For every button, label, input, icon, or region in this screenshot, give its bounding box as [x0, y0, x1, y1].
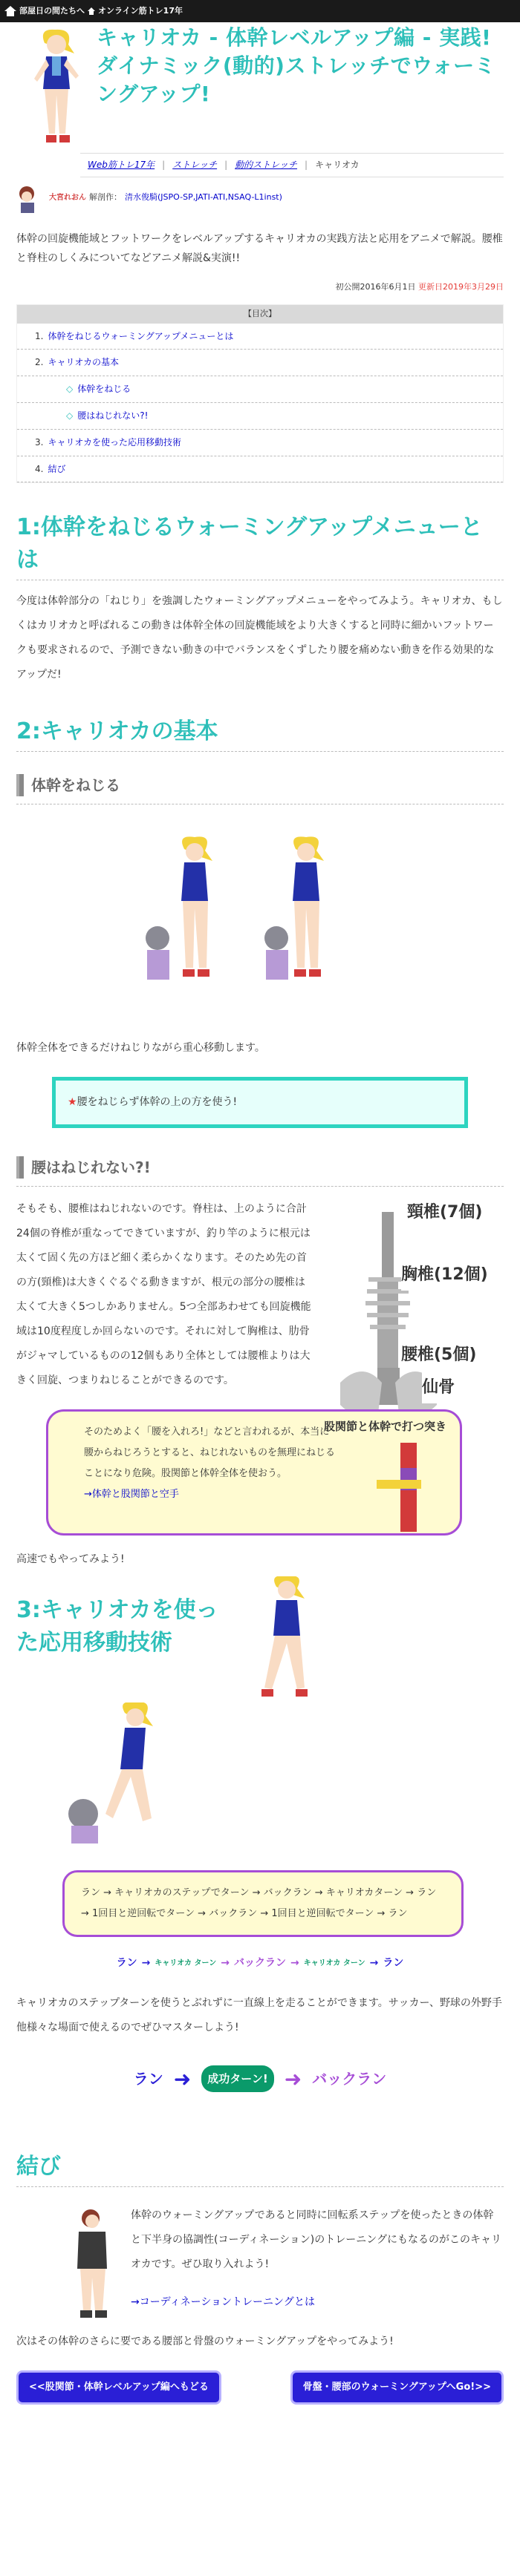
toc-sub-item[interactable]: ◇ 体幹をねじる — [17, 376, 503, 403]
bullet-icon: ◇ — [66, 410, 74, 421]
spine-explanation — [16, 1197, 504, 1397]
home-small-icon — [88, 7, 95, 15]
note-text: そのためよく「腰を入れろ!」などと言われるが、本当に腰からねじろうとすると、ねじれないものを無理にねじることになり危険。股関節と体幹全体を使おう。 →体幹と股関節と空手 — [84, 1426, 336, 1500]
spine-label-thoracic: 胸椎(12個) — [401, 1259, 488, 1291]
author-name[interactable]: 清水俊騎(JSPO-SP,JATI-ATI,NSAQ-L1inst) — [125, 192, 282, 203]
home-icon[interactable] — [4, 6, 16, 16]
lead-paragraph: 体幹の回旋機能域とフットワークをレベルアップするキャリオカの実践方法と応用をアニメで解説。腰椎と脊柱のしくみについてなどアニメ解説&実演!! — [16, 232, 503, 264]
note-title: 股関節と体幹で打つ突き — [323, 1419, 446, 1433]
hero — [16, 22, 504, 153]
flow-step: 成功ターン! — [201, 2065, 274, 2093]
carioca-figure-illustration — [261, 1576, 328, 1702]
heading-bar-icon — [16, 1156, 24, 1179]
flow-step: バックラン — [312, 2070, 387, 2088]
spine-label-lumbar: 腰椎(5個) — [401, 1340, 476, 1371]
section-1-body: 今度は体幹部分の「ねじり」を強調したウォーミングアップメニューをやってみよう。キャリオカ、もしくはカリオカと呼ばれるこの動きは体幹全体の回旋機能域をより大きくすると同時に細かいフットワークも要求されるので、予測できない動きの中でバランスをくずしたり腰を痛めない動きを作る効果的なアップだ! — [16, 595, 503, 681]
carioca-animation-illustration — [16, 812, 504, 1027]
nav-buttons — [16, 2370, 504, 2405]
section-heading-2: 2:キャリオカの基本 — [16, 715, 504, 752]
next-page-button[interactable]: 骨盤・腰部のウォーミングアップへGo!>> — [290, 2370, 504, 2405]
toc-item[interactable]: 4. 結び — [17, 456, 503, 483]
flow-step: キャリオカ ターン — [303, 1959, 365, 1967]
flow-step: ラン — [116, 1956, 137, 1969]
toc-sub-item[interactable]: ◇ 腰はねじれない?! — [17, 403, 503, 430]
big-flow — [16, 2059, 504, 2099]
author-line — [16, 183, 504, 213]
section-heading-4: 結び — [16, 2151, 504, 2187]
table-of-contents — [16, 304, 504, 484]
arrow-icon: → — [369, 1956, 379, 1969]
arrow-icon: ➜ — [173, 2066, 192, 2091]
breadcrumb-separator: | — [305, 160, 308, 170]
toc-item[interactable]: 2. キャリオカの基本 — [17, 350, 503, 376]
trainer-girl-illustration — [30, 27, 85, 148]
page-content — [0, 22, 520, 2434]
punch-pillar-illustration — [356, 1438, 445, 1536]
steps-box: ラン → キャリオカのステップでターン → バックラン → キャリオカターン → ラン → 1回目と逆回転でターン → バックラン → 1回目と逆回転でターン → ラン — [62, 1870, 464, 1937]
breadcrumb — [80, 153, 504, 177]
spine-illustration — [333, 1197, 504, 1427]
conclusion-body: 体幹のウォーミングアップであると同時に回転系ステップを使ったときの体幹と下半身の協調性(コーディネーション)のトレーニングにもなるのがこのキャリオカです。ぜひ取り入れよう! — [131, 2209, 501, 2270]
star-icon: ★ — [68, 1096, 77, 1109]
home-link[interactable]: 部屋日の間たちへ — [19, 5, 85, 16]
author-prefix: 解剖作： — [89, 192, 122, 203]
breadcrumb-item-stretch[interactable]: ストレッチ — [172, 160, 218, 170]
spine-label-cervical: 頸椎(7個) — [407, 1197, 482, 1228]
spine-diagram — [333, 1197, 504, 1427]
prev-page-button[interactable]: <<股関節・体幹レベルアップ編へもどる — [16, 2370, 221, 2405]
twist-caption: 体幹全体をできるだけねじりながら重心移動します。 — [16, 1042, 265, 1055]
toc-item[interactable]: 3. キャリオカを使った応用移動技術 — [17, 430, 503, 456]
small-flow — [16, 1953, 504, 1973]
carioca-turn-illustration — [53, 1702, 202, 1851]
heading-bar-icon — [16, 774, 24, 796]
conclusion-link[interactable]: →コーディネーショントレーニングとは — [131, 2295, 316, 2308]
conclusion-block — [16, 2203, 504, 2315]
next-caption: 次はその体幹のさらに要である腰部と骨盤のウォーミングアップをやってみよう! — [16, 2335, 394, 2347]
flow-step: キャリオカ ターン — [155, 1959, 217, 1967]
bullet-icon: ◇ — [66, 384, 74, 395]
breadcrumb-item-home[interactable]: Web筋トレ17年 — [88, 160, 155, 170]
published-date: 初公開2016年6月1日 — [335, 281, 416, 292]
note-box — [46, 1409, 462, 1536]
section-3-body: キャリオカのステップターンを使うとぶれずに一直線上を走ることができます。サッカー、野球の外野手他様々な場面で使えるのでぜひマスターしよう! — [16, 1996, 502, 2033]
section-heading-1: 1:体幹をねじるウォーミングアップメニューとは — [16, 511, 504, 580]
speed-caption: 高速でもやってみよう! — [16, 1553, 125, 1565]
toc-heading: 【目次】 — [17, 305, 503, 324]
updated-date: 更新日2019年3月29日 — [418, 281, 504, 292]
author-avatar — [16, 183, 46, 213]
flow-step: ラン — [133, 2070, 163, 2088]
subheading-lumbar: 腰はねじれない?! — [16, 1153, 504, 1187]
section-3-header — [16, 1576, 504, 1702]
section-heading-3: 3:キャリオカを使った応用移動技術 — [16, 1596, 218, 1656]
author-name-badge: 大宮れおん — [49, 194, 86, 203]
publish-dates — [16, 280, 504, 295]
arrow-icon: → — [221, 1956, 230, 1969]
top-bar — [0, 0, 520, 22]
note-link[interactable]: →体幹と股関節と空手 — [84, 1488, 179, 1500]
flow-step: バックラン — [234, 1956, 286, 1969]
breadcrumb-separator: | — [162, 160, 166, 170]
arrow-icon: → — [290, 1956, 299, 1969]
site-link[interactable]: オンライン筋トレ17年 — [98, 5, 183, 16]
trainer-man-illustration — [68, 2206, 117, 2318]
arrow-icon: → — [141, 1956, 151, 1969]
subheading-twist: 体幹をねじる — [16, 771, 504, 804]
flow-step: ラン — [383, 1956, 404, 1969]
breadcrumb-separator: | — [224, 160, 228, 170]
breadcrumb-item-current: キャリオカ — [315, 160, 360, 170]
spine-label-sacrum: 仙骨 — [422, 1372, 455, 1403]
page-title: キャリオカ - 体幹レベルアップ編 - 実践!ダイナミック(動的)ストレッチでウォーミングアップ! — [97, 25, 496, 106]
arrow-icon: ➜ — [284, 2066, 302, 2091]
toc-item[interactable]: 1. 体幹をねじるウォーミングアップメニューとは — [17, 324, 503, 350]
alert-box: ★腰をねじらず体幹の上の方を使う! — [52, 1077, 468, 1128]
conclusion-text — [131, 2203, 504, 2315]
page-bottom-spacer — [16, 2405, 504, 2434]
spine-body: そもそも、腰椎はねじれないのです。脊柱は、上のように合計24個の脊椎が重なってできていますが、釣り竿のように根元は太くて固く先の方ほど細く柔らかくなります。そのため先の首の方(頸椎)は大きくぐるぐる動きますが、根元の部分の腰椎は太くて大きく5つしかありません。5つ全部あわせても回旋機能域は10度程度しか回らないのです。それに対して胸椎は、肋骨がジャマしているものの12個もあり全体としては腰椎よりは大きく回旋、つまりねじることができるのです。 — [16, 1202, 311, 1386]
breadcrumb-item-dynamic[interactable]: 動的ストレッチ — [235, 160, 298, 170]
